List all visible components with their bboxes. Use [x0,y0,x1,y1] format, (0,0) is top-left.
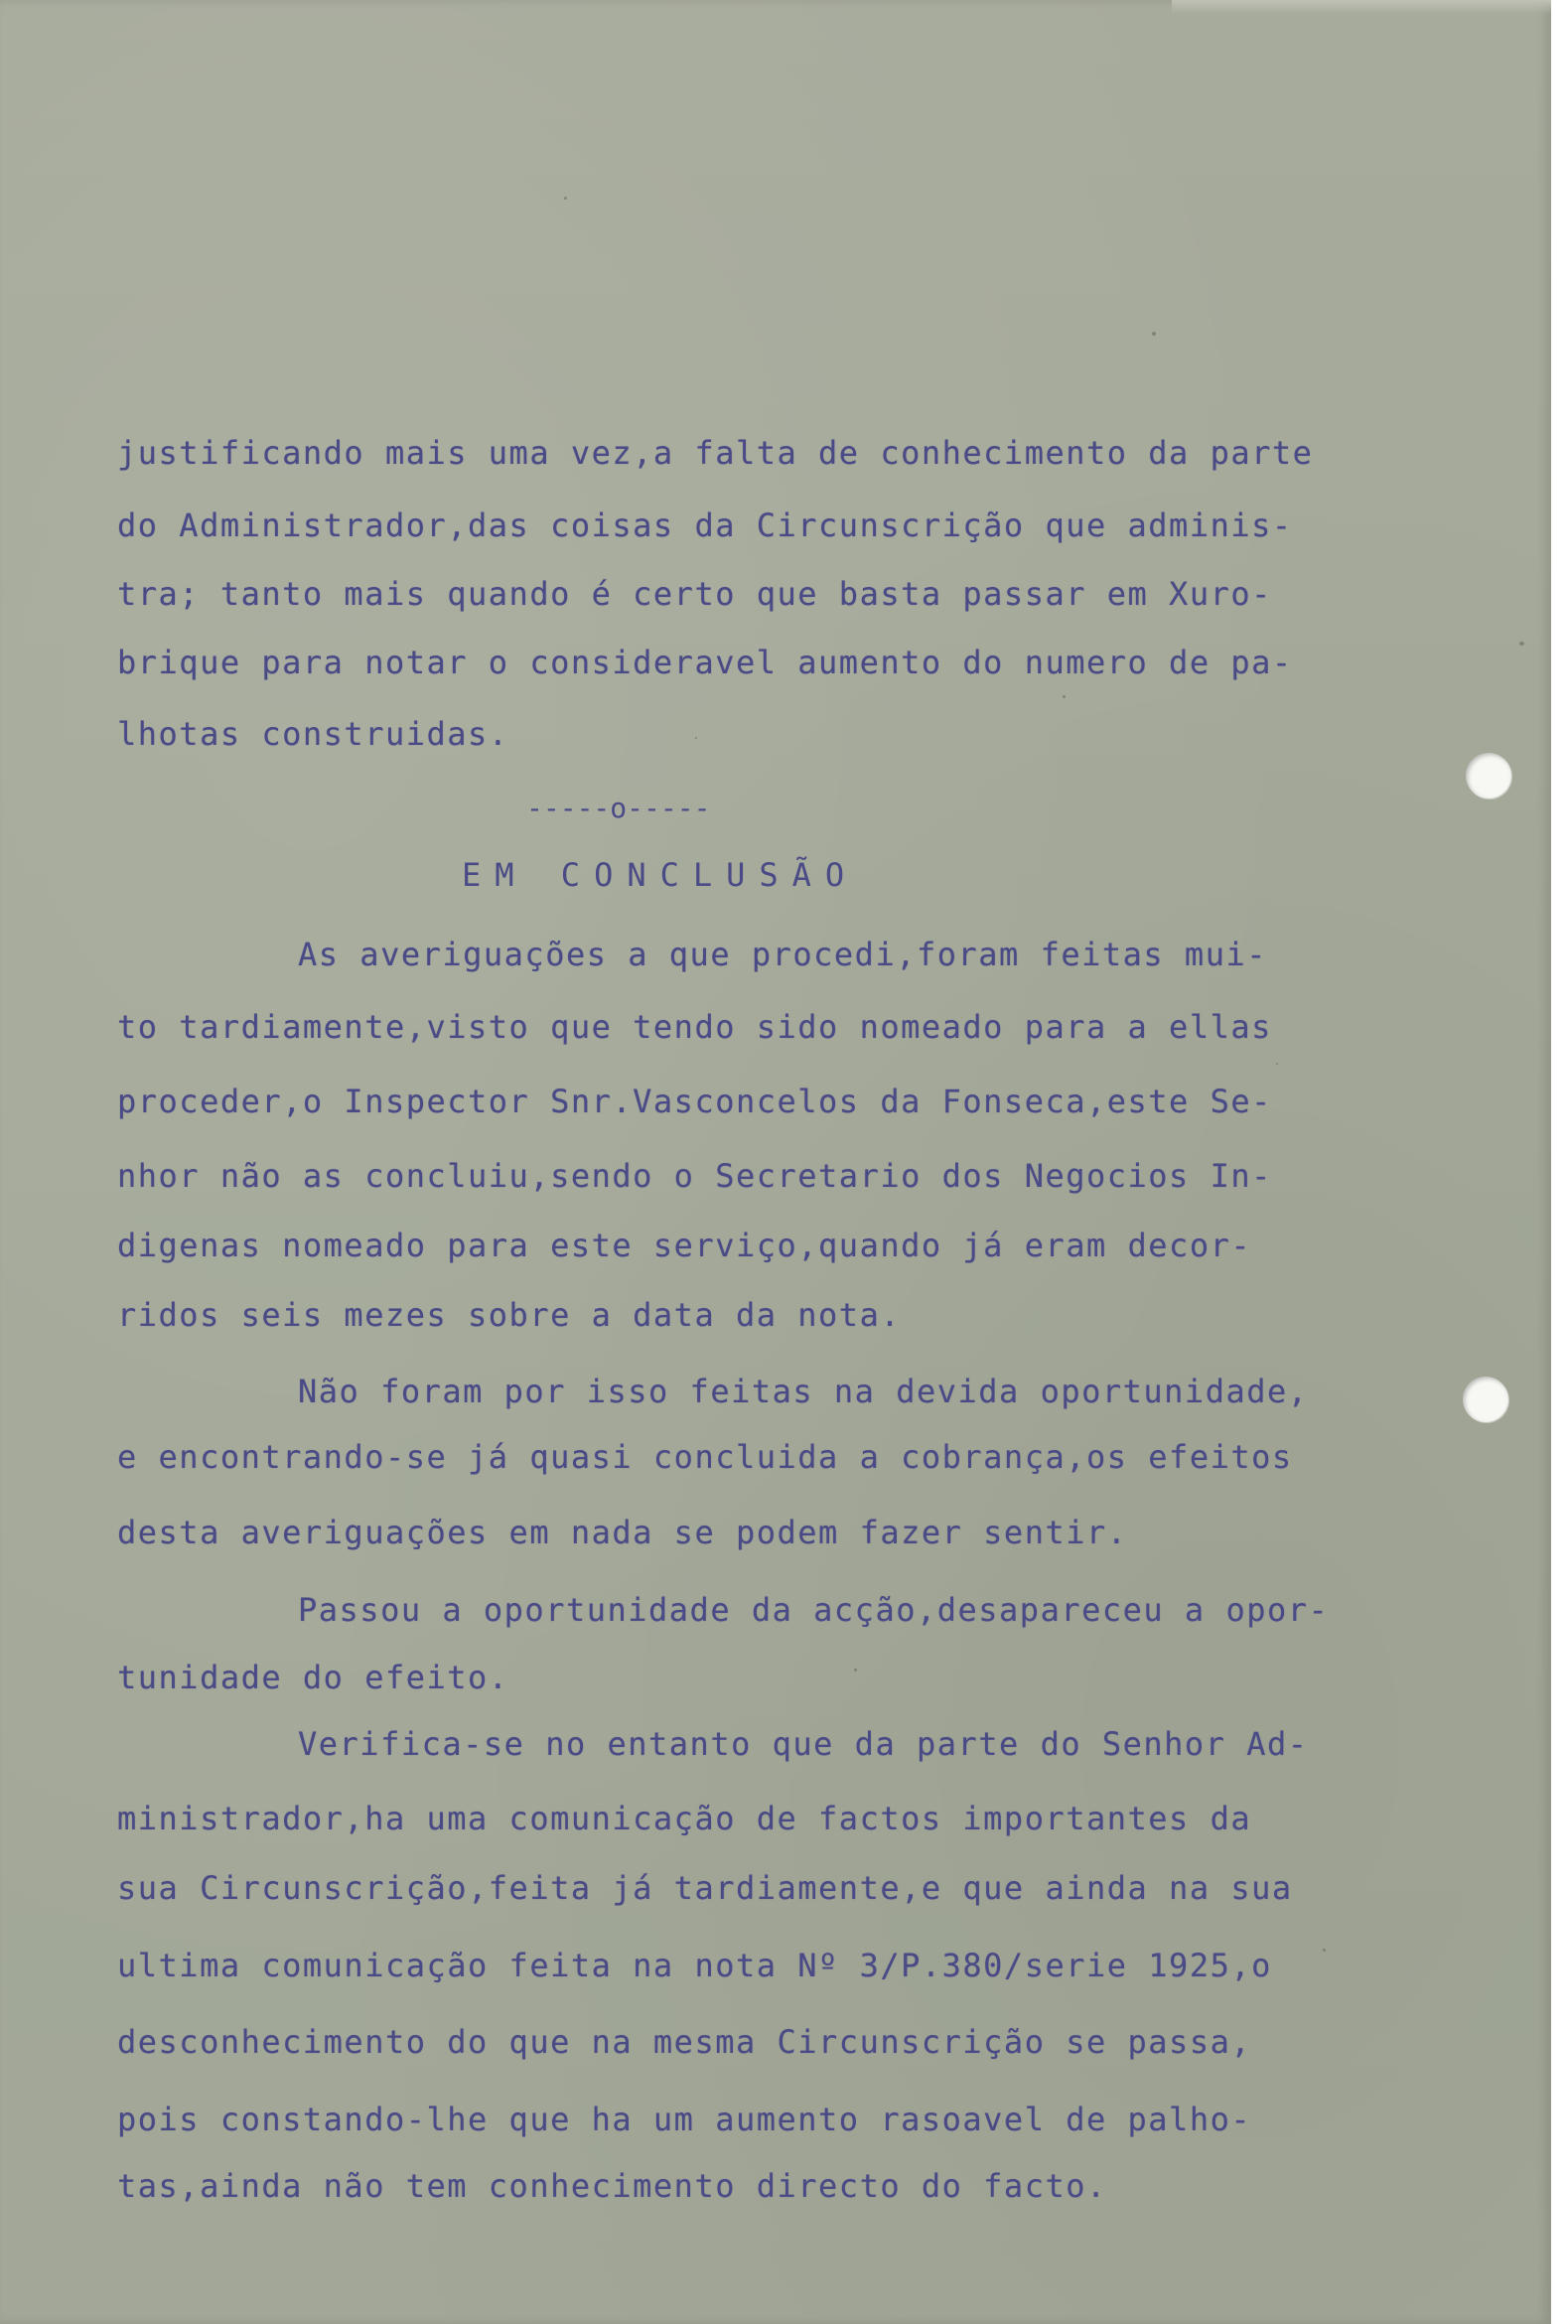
text-line: tunidade do efeito. [117,1659,509,1696]
punch-hole [1463,1377,1508,1422]
section-divider: -----o----- [526,792,711,824]
text-line: ridos seis mezes sobre a data da nota. [117,1296,902,1334]
punch-hole [1466,753,1511,799]
text-line: Passou a oportunidade da acção,desapareceu a opor- [298,1591,1330,1629]
page-margin [1551,0,1568,2324]
paper-top-edge [1172,0,1551,14]
text-line: sua Circunscrição,feita já tardiamente,e que ainda na sua [117,1869,1293,1907]
text-line: digenas nomeado para este serviço,quando já eram decor- [117,1227,1252,1264]
text-line: As averiguações a que procedi,foram feitas mui- [298,936,1267,973]
text-line: desta averiguações em nada se podem fazer sentir. [117,1514,1128,1551]
text-line: e encontrando-se já quasi concluida a cobrança,os efeitos [117,1438,1293,1476]
text-line: tra; tanto mais quando é certo que basta passar em Xuro- [117,575,1272,613]
text-line: justificando mais uma vez,a falta de conhecimento da parte [117,434,1314,472]
text-line: do Administrador,das coisas da Circunscrição que adminis- [117,507,1293,544]
text-line: Verifica-se no entanto que da parte do Senhor Ad- [298,1725,1309,1763]
text-line: Não foram por isso feitas na devida oportunidade, [298,1373,1309,1410]
text-line: brique para notar o consideravel aumento do numero de pa- [117,644,1293,681]
text-line: tas,ainda não tem conhecimento directo do facto. [117,2167,1107,2205]
section-heading: EM CONCLUSÃO [462,856,859,894]
text-line: to tardiamente,visto que tendo sido nomeado para a ellas [117,1008,1272,1046]
text-line: nhor não as concluiu,sendo o Secretario dos Negocios In- [117,1157,1272,1195]
text-line: lhotas construidas. [117,715,509,753]
text-line: proceder,o Inspector Snr.Vasconcelos da Fonseca,este Se- [117,1083,1272,1120]
text-line: desconhecimento do que na mesma Circunscrição se passa, [117,2023,1252,2061]
text-line: pois constando-lhe que ha um aumento rasoavel de palho- [117,2101,1252,2138]
text-line: ministrador,ha uma comunicação de factos importantes da [117,1800,1252,1837]
text-line: ultima comunicação feita na nota Nº 3/P.380/serie 1925,o [117,1947,1272,1984]
